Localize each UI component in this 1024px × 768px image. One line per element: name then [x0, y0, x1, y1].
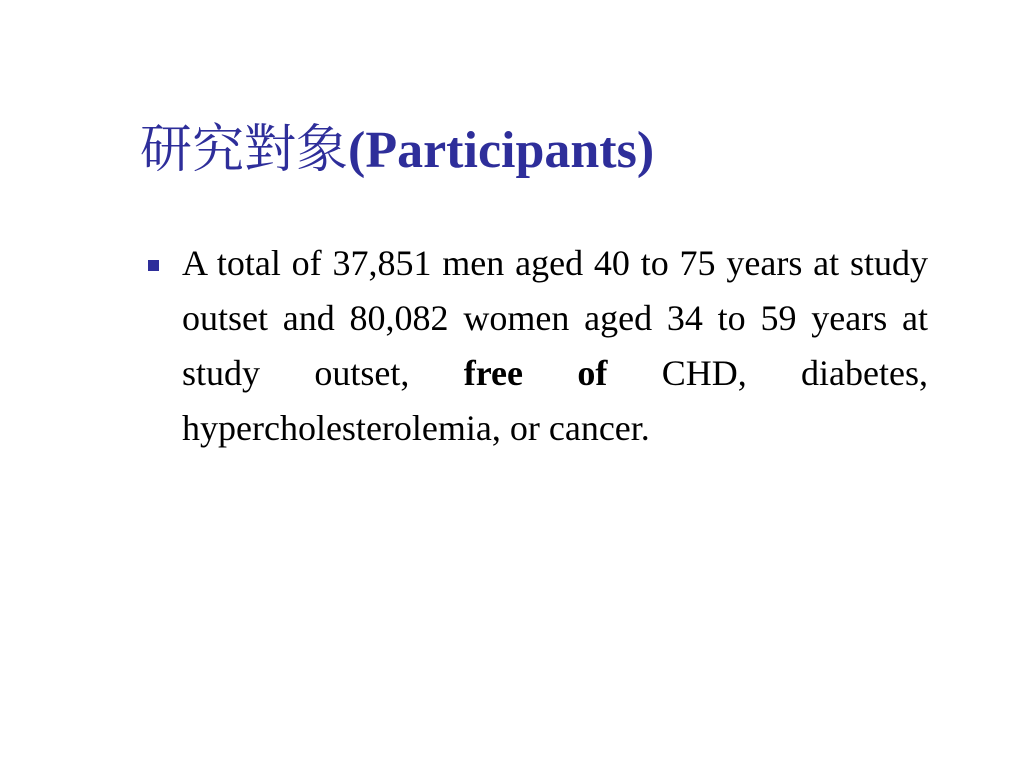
slide-title — [140, 122, 654, 179]
bullet-list — [148, 236, 928, 456]
title-cjk: 研究對象 — [140, 122, 349, 179]
bullet-item — [148, 236, 928, 456]
bullet-text-bold: free of — [463, 353, 608, 393]
bullet-text-before: A total of 37,851 men aged 40 to 75 years at study outset and 80,082 women aged 34 to 59 years at study outset, — [182, 243, 928, 393]
bullet-text-after: CHD, diabetes, hypercholesterolemia, or cancer. — [182, 353, 929, 448]
square-bullet-icon — [148, 260, 159, 271]
title-latin: (Participants) — [348, 122, 655, 179]
